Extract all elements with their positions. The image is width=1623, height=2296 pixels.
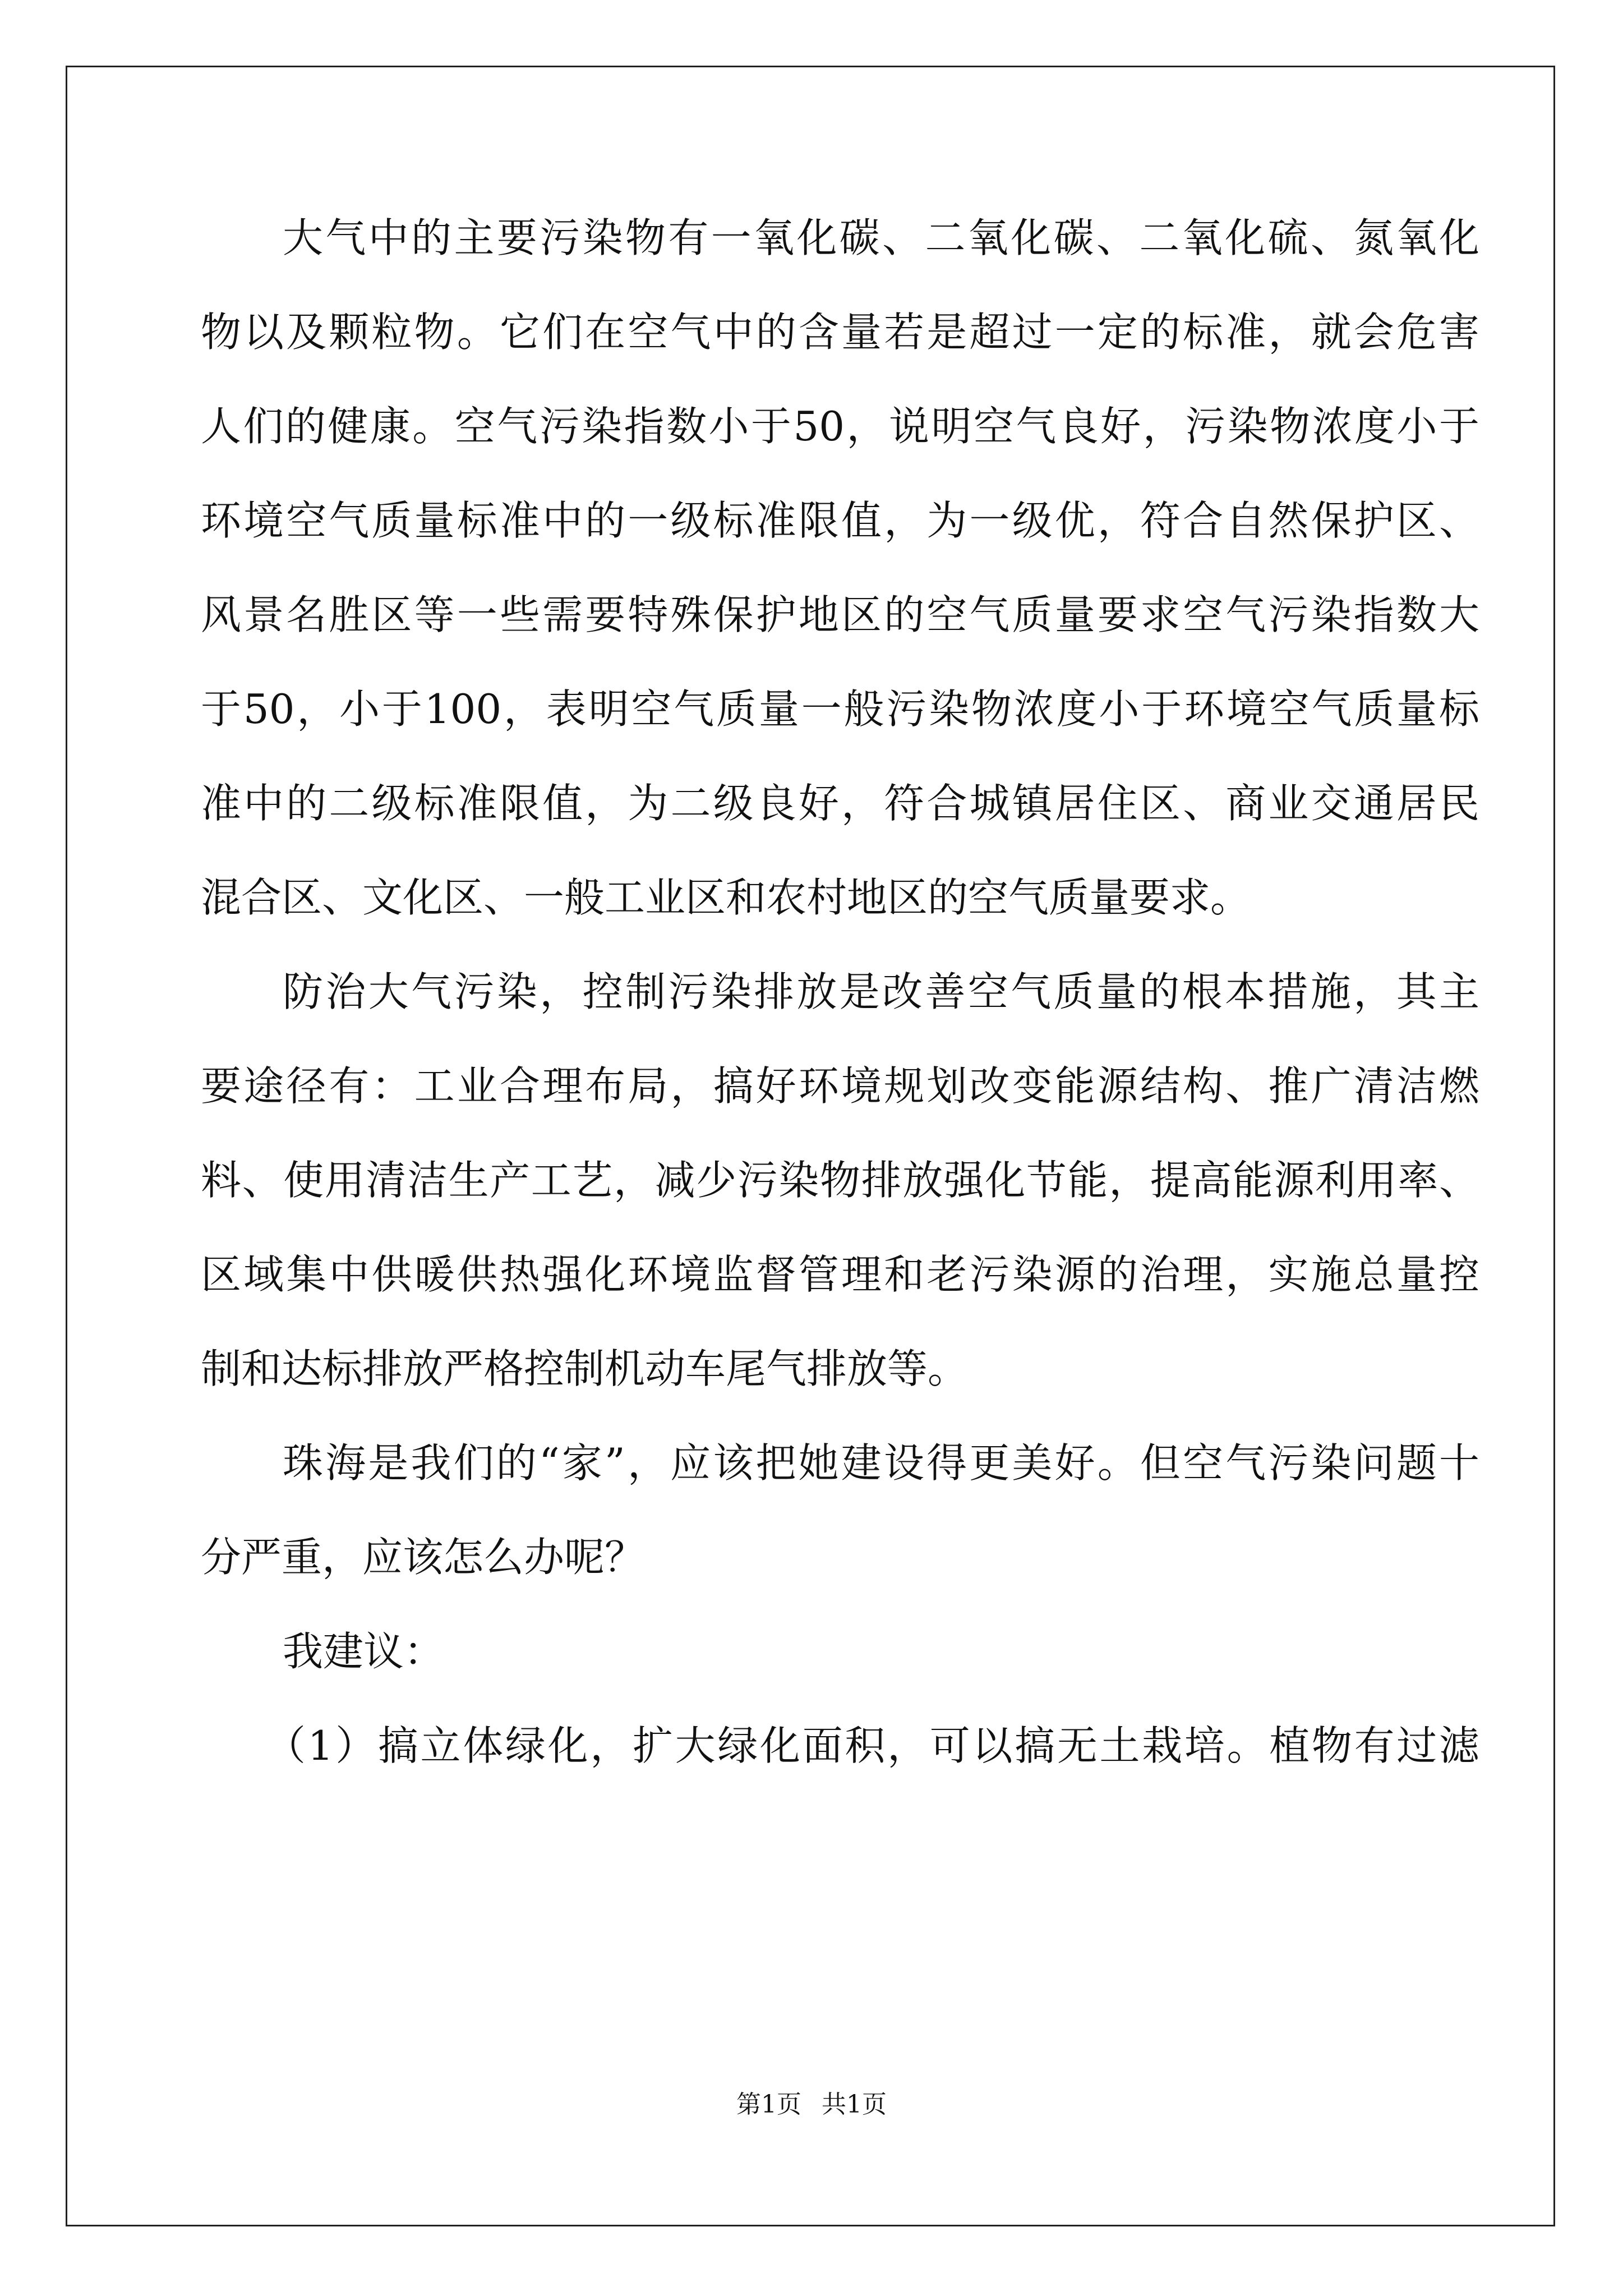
paragraph-1-line-5: 风景名胜区等一些需要特殊保护地区的空气质量要求空气污染指数大 xyxy=(201,591,1479,638)
paragraph-1-line-1: 大气中的主要污染物有一氧化碳、二氧化碳、二氧化硫、氮氧化 xyxy=(283,214,1479,261)
paragraph-1-line-8: 混合区、文化区、一般工业区和农村地区的空气质量要求。 xyxy=(201,874,1251,921)
page-number-current: 第1页 xyxy=(736,2090,801,2119)
paragraph-1-line-2: 物以及颗粒物。它们在空气中的含量若是超过一定的标准，就会危害 xyxy=(201,309,1479,356)
paragraph-2-line-2: 要途径有：工业合理布局，搞好环境规划改变能源结构、推广清洁燃 xyxy=(201,1062,1479,1110)
paragraph-2-line-5: 制和达标排放严格控制机动车尾气排放等。 xyxy=(201,1345,969,1392)
paragraph-2-line-3: 料、使用清洁生产工艺，减少污染物排放强化节能，提高能源利用率、 xyxy=(201,1157,1479,1204)
paragraph-1-line-3: 人们的健康。空气污染指数小于50，说明空气良好，污染物浓度小于 xyxy=(201,403,1479,450)
paragraph-1-line-7: 准中的二级标准限值，为二级良好，符合城镇居住区、商业交通居民 xyxy=(201,780,1479,827)
page-footer xyxy=(0,2092,1623,2117)
page-number-total: 共1页 xyxy=(822,2090,887,2119)
paragraph-3-line-1: 珠海是我们的“家”，应该把她建设得更美好。但空气污染问题十 xyxy=(283,1439,1479,1487)
paragraph-2-line-1: 防治大气污染，控制污染排放是改善空气质量的根本措施，其主 xyxy=(283,968,1479,1015)
paragraph-1-line-4: 环境空气质量标准中的一级标准限值，为一级优，符合自然保护区、 xyxy=(201,497,1479,544)
paragraph-3-line-2: 分严重，应该怎么办呢？ xyxy=(201,1534,645,1581)
paragraph-5-line-1: （1）搞立体绿化，扩大绿化面积，可以搞无土栽培。植物有过滤 xyxy=(265,1722,1479,1769)
document-body xyxy=(201,214,1479,1820)
paragraph-1-line-6: 于50，小于100，表明空气质量一般污染物浓度小于环境空气质量标 xyxy=(201,685,1479,733)
paragraph-4-line-1: 我建议： xyxy=(283,1628,445,1675)
paragraph-2-line-4: 区域集中供暖供热强化环境监督管理和老污染源的治理，实施总量控 xyxy=(201,1251,1479,1298)
